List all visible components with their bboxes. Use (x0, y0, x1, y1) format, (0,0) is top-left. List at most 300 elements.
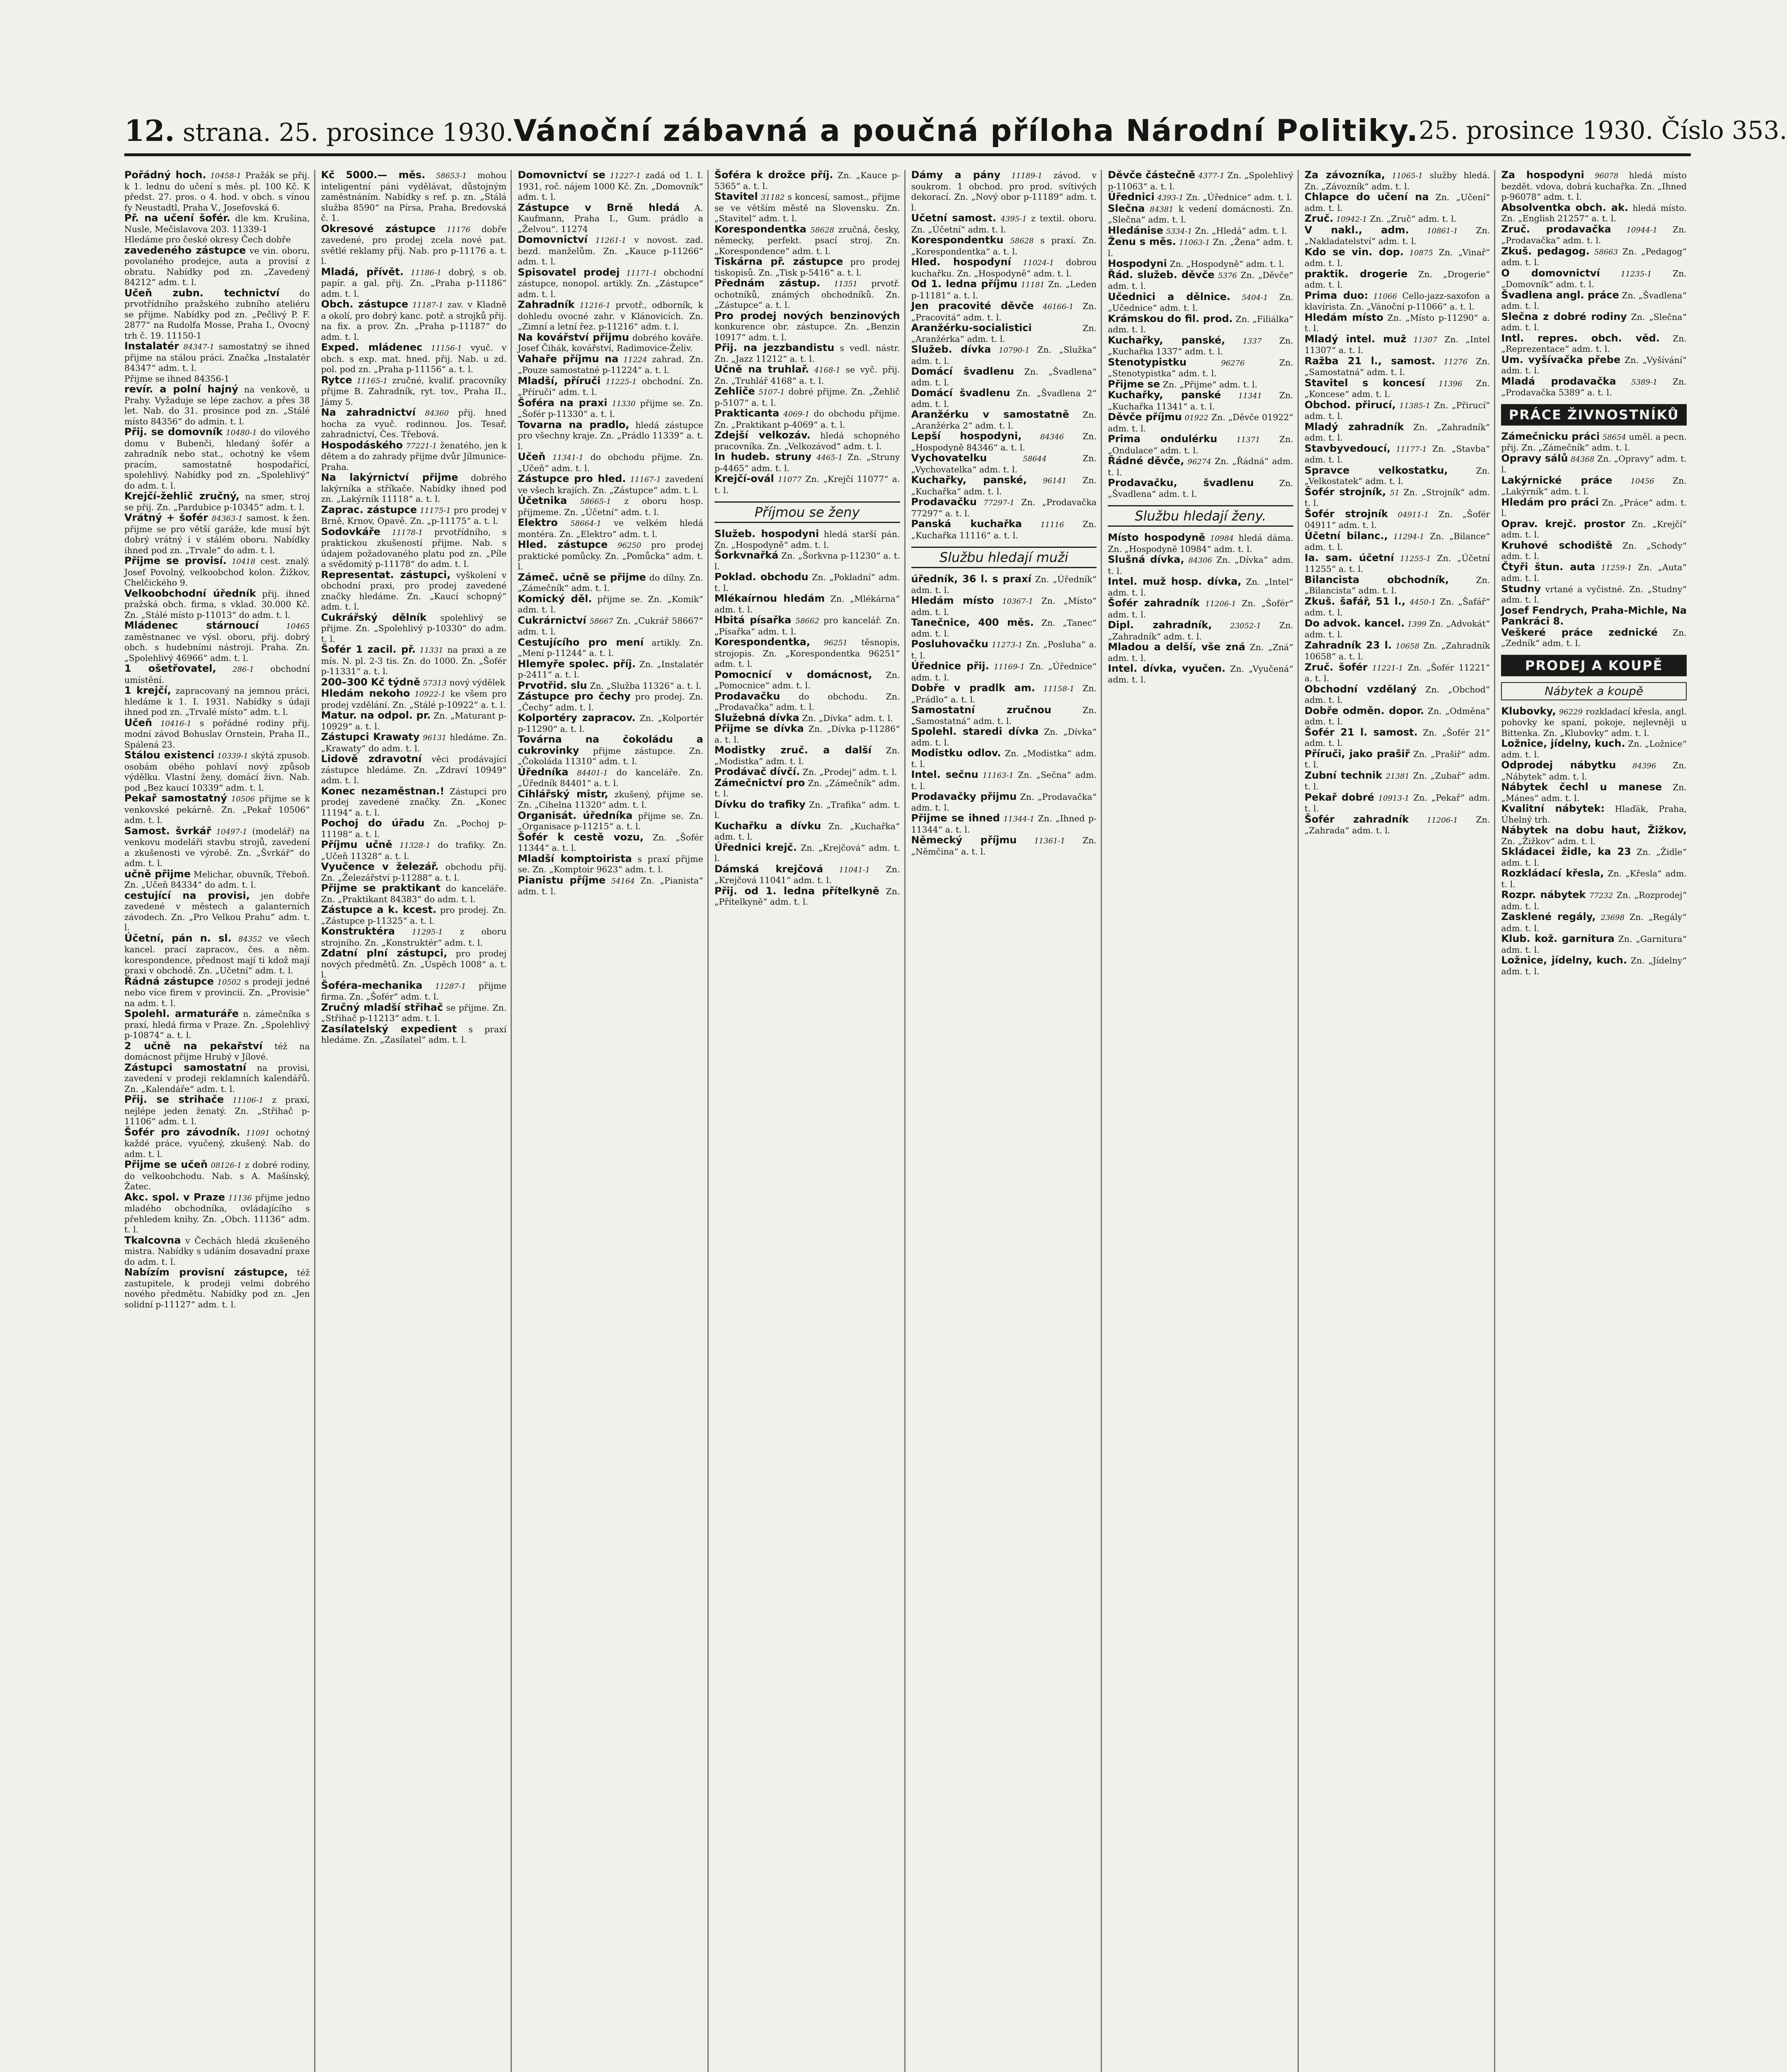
ad-headline: Přij. se strihače (124, 1094, 224, 1105)
ad-reference-number: 11156-1 (431, 344, 462, 353)
ad-reference-number: 4168-1 (814, 366, 840, 375)
classified-ad (518, 637, 703, 659)
ad-headline: Bilancista obchodník, (1304, 574, 1449, 586)
classified-ad (1305, 213, 1490, 225)
ad-body: rozkladací křesla, angl. pohovky ke spaní, pokoje, nejlevněji u Bittenka. Zn. „Klubovky“ adm. t. l. (1501, 706, 1687, 738)
classified-ad (1305, 706, 1490, 727)
ad-body: Zn. „Švadlena“ adm. t. l. (1501, 290, 1687, 311)
ad-headline: Jen pracovité děvče (911, 300, 1034, 312)
ad-headline: Příruči, jako prašiř (1304, 748, 1410, 760)
classified-ad (911, 366, 1097, 388)
ad-body: Zn. „Dívka“ adm. t. l. (1108, 555, 1293, 576)
ad-headline: O domovnictví (1501, 267, 1600, 279)
page-label: strana. (182, 118, 271, 147)
ad-reference-number: 10944-1 (1626, 225, 1658, 235)
ad-reference-number: 11344-1 (1003, 815, 1035, 823)
classified-ad (518, 832, 703, 854)
ad-body: do dílny. Zn. „Zámečník“ adm. t. l. (518, 572, 703, 593)
column-1 (124, 170, 315, 2072)
ad-reference-number: 1337 (1242, 336, 1262, 346)
ad-headline: Zručný mladší střihač (321, 1001, 443, 1013)
ad-body: dobrého kováře. Josef Čihák, kovářství, Radimovice-Želiv. (518, 332, 703, 353)
ad-body: Zn. „Struny p-4465“ adm. t. l. (714, 452, 900, 473)
classified-ad (124, 341, 310, 374)
ad-body: Zn. „Krejčí“ adm. t. l. (1501, 519, 1687, 540)
ad-headline: Přijme se dívka (714, 723, 804, 734)
ad-headline: Prima duo: (1304, 289, 1368, 301)
ad-reference-number: 10465 (286, 622, 310, 631)
ad-headline: Řádné děvče, (1108, 455, 1184, 467)
ad-headline: Cihlářský mistr, (518, 788, 608, 800)
ad-headline: Instalatér (124, 340, 179, 352)
classified-ad (1501, 431, 1687, 453)
ad-reference-number: 84363-1 (211, 514, 243, 523)
ad-body: Zn. „Intel 11307“ a. t. l. (1304, 334, 1490, 355)
ad-body: Zn. „Samostatná“ adm. t. l. (1304, 356, 1490, 377)
classified-ad (124, 1094, 310, 1127)
classified-ad (124, 750, 310, 793)
ad-body: Zn. „Kuchařka 11341“ a. t. l. (1108, 390, 1293, 411)
classified-ad (1305, 770, 1490, 792)
column-2 (321, 170, 512, 2072)
ad-body: zadá od 1. I. 1931, roč. nájem 1000 Kč. Zn. „Domovník“ adm. t. l. (518, 170, 703, 202)
classified-ad (911, 705, 1097, 726)
ad-body: Zn. „Dívka“ adm. t. l. (802, 713, 893, 723)
ad-headline: Hledánise (1108, 224, 1163, 236)
ad-headline: Posluhovačku (911, 638, 988, 650)
classified-ad (1501, 290, 1687, 312)
ad-headline: Prodavačku (714, 690, 780, 702)
ad-reference-number: 84346 (1040, 433, 1064, 441)
classified-ad (124, 620, 310, 663)
ad-headline: Modistku odlov. (911, 747, 1001, 759)
ad-body: Zn. „Prádlo“ a. t. l. (911, 683, 1097, 704)
ad-headline: Mlékaírnou hledám (714, 593, 825, 604)
ad-body: Zn. „Vyšívání“ adm. t. l. (1501, 355, 1687, 375)
ad-body: Zn. „Vinař“ adm. t. l. (1304, 247, 1490, 268)
classified-ad (1108, 620, 1293, 642)
ad-headline: Hlemyře spolec. příj. (518, 658, 636, 670)
ad-headline: Šofér k cestě vozu, (518, 831, 644, 843)
ad-reference-number: 96274 (1187, 457, 1211, 466)
ad-reference-number: 11024-1 (1023, 259, 1054, 267)
ad-headline: Stálou existenci (124, 749, 215, 761)
ad-headline: Zkuš. šafář, 51 l., (1304, 595, 1406, 607)
ad-headline: Zástupce v Brně hledá (518, 201, 680, 213)
ad-headline: Šofér strojník, (1304, 486, 1386, 498)
ad-headline: Hbitá písařka (714, 614, 792, 626)
ad-headline: Zasklené regály, (1501, 911, 1596, 922)
ad-reference-number: 11330 (612, 399, 636, 408)
classified-ad (1305, 814, 1490, 836)
ad-headline: Zástupce pro hled. (518, 473, 626, 484)
ad-body: samost. k žen. přijme se pro větší garáže, kde musí být dobrý vrátný i v stálém oboru. Nabídky ihned pod zn. „Trvale“ do adm. t. l. (124, 513, 310, 555)
classified-ad (321, 980, 507, 1002)
ad-headline: Přijme se učeň (124, 1159, 208, 1170)
ad-body: Zn. „Šofér 11221“ a. t. l. (1304, 662, 1490, 683)
classified-ad (1501, 203, 1687, 224)
classified-ad (321, 170, 507, 224)
ad-body: zručné, kvalif. pracovníky přijme B. Zahradník, ryt. tov., Praha II., Jámy 5. (321, 375, 507, 407)
ad-headline: Hledám nekoho (321, 687, 410, 699)
classified-ad (1108, 412, 1293, 434)
issue-number: Číslo 353. (1661, 116, 1787, 145)
classified-ad (1305, 531, 1490, 553)
ad-reference-number: 10790-1 (998, 346, 1030, 355)
date-right: 25. prosince 1930. (1419, 116, 1654, 145)
ad-headline: Velkoobchodní úředník (124, 587, 256, 599)
ad-reference-number: 10418 (231, 557, 256, 566)
ad-body: Zn. „Mlékárna“ adm. t. l. (714, 594, 900, 615)
classified-ad (1108, 379, 1293, 390)
classified-ad (1305, 596, 1490, 618)
ad-headline: Kuchařky, panské (1108, 389, 1221, 401)
ad-headline: Spravce velkostatku, (1304, 464, 1448, 476)
ad-reference-number: 84306 (1188, 556, 1212, 565)
classified-ad (518, 518, 703, 540)
ad-body: přijme firma. Zn. „Šofér“ adm. t. l. (321, 980, 507, 1002)
ad-headline: zavedeného zástupce (124, 244, 246, 256)
ad-headline: Zruč. šofér (1304, 661, 1368, 673)
ad-body: Zn. „Bilancista“ adm. t. l. (1304, 575, 1490, 595)
ad-headline: Šoféra na praxi (518, 397, 608, 409)
ad-headline: Nabízím provisní zástupce, (124, 1266, 288, 1278)
ad-headline: Intel. muž hosp. dívka, (1108, 576, 1242, 587)
ad-headline: Veškeré práce zednické (1501, 626, 1658, 638)
ad-body: zahrad. Zn. „Pouze samostatné p-11224“ a. t. l. (518, 354, 703, 375)
ad-body: prvotř. ochotníků, známých obchodníků. Zn. „Zástupce“ a. t. l. (714, 278, 900, 310)
ad-headline: Tanečnice, 400 měs. (911, 617, 1034, 628)
ad-reference-number: 84396 (1632, 762, 1656, 770)
ad-headline: Pekař samostatný (124, 792, 227, 804)
ad-body: spolehlivý se přijme. Zn. „Spolehlivý p-10330“ do adm. t. l. (321, 612, 507, 644)
ad-headline: Šofér 21 l. samost. (1304, 726, 1418, 738)
classified-ad (1108, 663, 1293, 685)
ad-body: Zn. „Samostatná“ adm. t. l. (911, 705, 1097, 726)
ad-headline: Skládacei židle, ka 23 (1501, 846, 1631, 857)
ad-headline: Přij. na jezzbandistu (714, 342, 835, 353)
ad-body: Zn. „Pomocnice“ adm. t. l. (714, 670, 900, 690)
ad-headline: Učeň (124, 716, 153, 729)
ad-headline: Dámy a pány (911, 169, 1000, 181)
ad-headline: Mladá prodavačka (1501, 375, 1616, 387)
ad-reference-number: 11224 (623, 355, 647, 364)
ad-body: Zn. „Prodavačka“ adm. t. l. (911, 792, 1097, 813)
ad-headline: Dámská krejčová (714, 863, 823, 875)
ad-headline: Rytce (321, 374, 352, 386)
classified-ad (911, 279, 1097, 301)
ad-body: Zn. „Trafika“ adm. t. l. (714, 799, 900, 820)
ad-body: Zn. „Kuchařka 1337“ adm. t. l. (1108, 335, 1293, 356)
classified-ad (1501, 224, 1687, 246)
classified-ad (714, 767, 900, 778)
classified-ad (1305, 684, 1490, 706)
classified-ad (1108, 478, 1293, 499)
ad-reference-number: 96229 (1559, 707, 1583, 716)
column-3 (518, 170, 709, 2072)
ad-body: hledá místo bezdět. vdova, dobrá kuchařka. Zn. „Ihned p-96078“ adm. t. l. (1501, 170, 1687, 202)
ad-body: přijme zástupce. Zn. „Čokoláda 11310“ adm. t. l. (518, 746, 703, 766)
ad-reference-number: 11189-1 (1011, 172, 1043, 180)
ad-headline: Ženu s měs. (1108, 236, 1176, 247)
ad-headline: Německý příjmu (911, 834, 1017, 846)
classified-ad (911, 344, 1097, 366)
classified-ad (321, 754, 507, 786)
ad-reference-number: 10339-1 (217, 752, 248, 760)
classified-ad (518, 235, 703, 267)
ad-reference-number: 10458-1 (210, 172, 242, 180)
column-6 (1108, 170, 1299, 2072)
ad-reference-number: 11276 (1443, 357, 1467, 366)
classified-ad (518, 267, 703, 300)
ad-headline: Okresové zástupce (321, 223, 436, 235)
ad-body: Hledáme pro české okresy Čech dobře (124, 235, 291, 244)
classified-ad (714, 311, 900, 343)
ad-headline: Řád. služeb. děvče (1108, 269, 1215, 281)
classified-ad (714, 724, 900, 745)
classified-ad (518, 713, 703, 734)
ad-body: přijme se k venkovské pekárně. Zn. „Pekař 10506“ adm. t. l. (124, 794, 310, 825)
ad-body: Zn. „Prodavačka“ adm. t. l. (1501, 224, 1687, 245)
ad-body: Zn. „Aranžérka“ adm. t. l. (911, 323, 1097, 344)
ad-body: v novost. zad. bezd. manželům. Zn. „Kauce p-11266“ adm. t. l. (518, 235, 703, 266)
ad-headline: Lakýrnické práce (1501, 474, 1613, 486)
classified-ad (518, 767, 703, 789)
classified-ad (321, 612, 507, 645)
classified-ad (321, 224, 507, 267)
ad-reference-number: 11116 (1040, 520, 1064, 529)
ad-headline: Hospodáského (321, 439, 403, 451)
classified-ad (911, 519, 1097, 541)
classified-ad (714, 713, 900, 724)
ad-headline: Korespondentka, (714, 636, 810, 648)
ad-reference-number: 11091 (246, 1128, 270, 1138)
ad-body: Zn. „Švadlena 2“ adm. t. l. (911, 388, 1097, 409)
ad-headline: Zámečnicku práci (1501, 430, 1600, 442)
ad-body: ve vin. oboru, povolaného prodejce, auta a provisí z obratu. Nabídky pod zn. „Zavedený 84212“ adm. t. l. (124, 245, 310, 287)
ad-body: Zn. „Krejčová“ adm. t. l. (714, 842, 900, 863)
ad-body: z textil. oboru. Zn. „Účetní“ adm. t. l. (911, 213, 1097, 235)
ad-body: Melichar, obuvník, Třeboň. Zn. „Učeň 84334“ do adm. t. l. (124, 869, 310, 890)
ad-headline: Slušná dívka, (1108, 554, 1184, 565)
ad-body: Zn. „Ihned p-11344“ a. t. l. (911, 813, 1097, 835)
ad-body: Zn. „Dívka“ adm. t. l. (911, 727, 1097, 748)
ad-reference-number: 11227-1 (610, 172, 641, 180)
ad-headline: Intel. dívka, vyučen. (1108, 663, 1226, 674)
ad-reference-number: 96131 (423, 733, 447, 742)
ad-reference-number: 11328-1 (399, 841, 431, 850)
classified-ad (124, 513, 310, 556)
ad-reference-number: 11287-1 (435, 982, 466, 991)
ad-reference-number: 11178-1 (392, 528, 423, 537)
ad-headline: Modistky zruč. a další (714, 744, 872, 756)
ad-body: Zn. „Leden p-11181“ a. t. l. (911, 279, 1097, 300)
ad-headline: Samostatní zručnou (911, 704, 1051, 716)
ad-body: Zn. „Sečna“ adm. t. l. (911, 770, 1097, 791)
ad-headline: Šofér pro závodník. (124, 1126, 240, 1138)
ad-body: pro kancelář. Zn. „Písařka“ adm. t. l. (714, 615, 900, 637)
ad-headline: Dobře odměn. dopor. (1304, 704, 1424, 716)
ad-reference-number: 04911-1 (1397, 510, 1429, 519)
classified-ad (1501, 333, 1687, 355)
ad-headline: Mladou a delší, vše zná (1108, 641, 1245, 653)
classified-ad (1305, 465, 1490, 487)
ad-body: Zn. „Kuchařka“ adm. t. l. (911, 475, 1097, 496)
ad-body: Zn. „Šofér 04911“ adm. t. l. (1304, 509, 1490, 530)
ad-reference-number: 57313 (423, 678, 447, 687)
ad-body: Zn. „Prodej“ adm. t. l. (802, 767, 897, 777)
ad-body: Zn. „Řádná“ adm. t. l. (1108, 456, 1293, 477)
ad-body: do trafiky. Zn. „Učeň 11328“ a. t. l. (321, 840, 507, 861)
classified-ad (714, 778, 900, 799)
ad-reference-number: 01922 (1184, 414, 1208, 422)
classified-ad (714, 386, 900, 408)
classified-ad (124, 891, 310, 933)
ad-body: obchodu přij. Zn. „Železářství p-11288“ a. t. l. (321, 862, 507, 883)
ad-reference-number: 84381 (1150, 205, 1174, 214)
classified-ad (1305, 443, 1490, 465)
ad-headline: Učetní samost. (911, 212, 997, 224)
ad-body: Zn. „Nábytek“ adm. t. l. (1501, 760, 1687, 782)
ad-body: Pražák se přij. k 1. lednu do učení s měs. pl. 100 Kč. K předst. 27. pros. o 4. hod. v obch. s vínou fy Neustadtl, Praha V., Josefovská 6. (124, 170, 310, 213)
ad-reference-number: 11165-1 (356, 376, 388, 385)
ad-body: Zn. „Kuchařka 11116“ a. t. l. (911, 519, 1097, 540)
ad-body: přij. ihned pražská obch. firma, s vklad. 30.000 Kč. Zn. „Stálé místo p-11013“ do adm. t. l. (124, 588, 310, 620)
ad-headline: Cukrárnictví (518, 614, 586, 626)
classified-ad (124, 588, 310, 621)
ad-body: hledá zástupce pro všechny kraje. Zn. „Prádlo 11339“ a. t. l. (518, 420, 703, 451)
ad-headline: Na kovářství přijmu (518, 331, 629, 343)
ad-body: Zn. „Advokát“ adm. t. l. (1304, 618, 1490, 639)
classified-ad (518, 474, 703, 496)
ad-reference-number: 5107-1 (758, 388, 785, 397)
ad-body: Zn. „Místo p-11290“ a. t. l. (1304, 312, 1490, 333)
ad-reference-number: 4450-1 (1409, 598, 1436, 607)
ad-body: Zn. „Přirucí“ adm. t. l. (1304, 400, 1490, 421)
ad-headline: Spolehl. staredi dívka (911, 726, 1039, 737)
section-banner: PRODEJ A KOUPĚ (1501, 655, 1687, 676)
classified-ad (714, 452, 900, 474)
ad-reference-number: 11066 (1373, 292, 1397, 301)
classified-ad (714, 745, 900, 767)
classified-ad (321, 644, 507, 677)
ad-headline: Josef Fendrych, Praha-Michle, Na Pankráci 8. (1501, 604, 1687, 627)
ad-body: Zn. „Práce“ adm. t. l. (1501, 497, 1687, 518)
ad-body: Zn. „Ložnice“ adm. t. l. (1501, 739, 1687, 760)
classified-ad (1305, 269, 1490, 290)
ad-headline: Zruč. prodavačka (1501, 223, 1611, 235)
ad-body: Zn. „Služba 11326“ a. t. l. (590, 680, 702, 691)
classified-ad (124, 1041, 310, 1063)
ad-body: s prodeji jedné nebo více firem v provincii. Zn. „Provisie“ na adm. t. l. (124, 976, 310, 1008)
ad-body: k vedení domácnosti. Zn. „Slečna“ adm. t. l. (1108, 203, 1293, 225)
ad-reference-number: 10861-1 (1427, 226, 1458, 235)
ad-reference-number: 54164 (611, 876, 635, 886)
ad-headline: 200–300 Kč týdně (321, 676, 421, 688)
classified-ad (321, 883, 507, 905)
ad-body: Zn. „Jídelny“ adm. t. l. (1501, 956, 1687, 976)
ad-body: Zn. „Intel“ adm. t. l. (1108, 577, 1293, 598)
ad-reference-number: 58667 (589, 617, 613, 626)
ad-body: Zn. „Pianista“ adm. t. l. (518, 875, 703, 896)
classified-ad (1305, 192, 1490, 213)
classified-ad (1108, 170, 1293, 192)
classified-ad (911, 574, 1097, 595)
ad-headline: Přijme se (1108, 378, 1160, 390)
ad-headline: Prodávač dívčí. (714, 766, 800, 777)
ad-headline: Oprav. krejč. prostor (1501, 518, 1625, 530)
classified-ad (321, 299, 507, 342)
ad-reference-number: 11206-1 (1205, 600, 1236, 608)
ad-body: Zn. „Hospodyně“ adm. t. l. (1170, 259, 1284, 269)
classified-ad (1108, 225, 1293, 237)
ad-headline: Komický děl. (518, 593, 592, 605)
ad-body: zručná, česky, německy, perfekt. psací stroj. Zn. „Korespondence“ adm. t. l. (714, 224, 900, 256)
ad-body: zaměstnanec ve výsl. oboru, přij. dobrý obch. s hudebními nástroji. Praha. Zn. „Spolehlivý 46966“ adm. t. l. (124, 632, 310, 663)
ad-headline: Zástupci Krawaty (321, 731, 420, 743)
ad-headline: Ražba 21 l., samost. (1304, 355, 1436, 367)
ad-headline: Tiskárna př. zástupce (714, 256, 843, 267)
ad-body: ke všem pro prodej vzdělání. Zn. „Stálé p-10922“ a. t. l. (321, 689, 507, 710)
ad-body: s koncesí, samost., přijme se ve větším městě na Slovensku. Zn. „Stavitel“ adm. t. l. (714, 192, 900, 223)
ad-headline: Do advok. kancel. (1304, 617, 1405, 629)
ad-headline: Zkuš. pedagog. (1501, 245, 1590, 257)
classified-ad (1501, 453, 1687, 475)
ad-headline: Poklad. obchodu (714, 571, 809, 583)
classified-ad (714, 842, 900, 864)
ad-headline: Pořádný hoch. (124, 169, 206, 181)
classified-ad (714, 257, 900, 278)
ad-reference-number: 10416-1 (160, 719, 191, 728)
classified-ad (911, 792, 1097, 813)
classified-ad (714, 886, 900, 908)
ad-reference-number: 11295-1 (412, 928, 443, 937)
classified-ad (1108, 533, 1293, 554)
ad-headline: Za hospodyni (1501, 169, 1584, 181)
classified-ad (1108, 642, 1293, 663)
classified-ad (1108, 390, 1293, 412)
ad-headline: Studny (1501, 583, 1541, 595)
ad-body: Zn. „Reprezentace“ adm. t. l. (1501, 333, 1687, 354)
ad-reference-number: 46166-1 (1042, 303, 1074, 311)
ad-body: dobrou kuchařku. Zn. „Hospodyně“ adm. t. l. (911, 257, 1097, 278)
masthead-left (124, 114, 513, 148)
ad-headline: Korespondentku (911, 234, 1004, 246)
classified-ad (1108, 192, 1293, 203)
ad-body: Zn. „Bilance“ adm. t. l. (1304, 531, 1490, 552)
ad-headline: Přij. se domovník (124, 426, 223, 438)
ad-body: též na domácnost přijme Hrubý v Jílové. (124, 1041, 310, 1062)
ad-body: do kanceláře. Zn. „Praktikant 84383“ do adm. t. l. (321, 884, 507, 904)
classified-ad (714, 593, 900, 615)
ad-body: Zn. „Křesla“ adm. t. l. (1501, 869, 1687, 889)
ad-headline: Tkalcovna (124, 1234, 181, 1246)
ad-body: těsnopis, strojopis. Zn. „Korespondentka 96251“ adm. t. l. (714, 637, 900, 669)
ad-body: obchodní zástupce, nonopol. artikly. Zn. „Zástupce“ adm. t. l. (518, 267, 703, 299)
ad-headline: Hled. hospodyní (911, 256, 1011, 268)
ad-body: Přijme se ihned 84356-1 (124, 373, 230, 384)
ad-body: Zn. „Strojník“ adm. t. l. (1304, 487, 1490, 508)
classified-ad (911, 639, 1097, 661)
ad-body: Zn. „Garnitura“ adm. t. l. (1501, 934, 1687, 955)
ad-body: Zn. „Pokladní“ adm. t. l. (714, 572, 900, 593)
ad-headline: úředník, 36 l. s praxí (911, 573, 1032, 585)
ad-body: Zn. „Velkostatek“ adm. t. l. (1304, 465, 1490, 486)
ad-headline: Spisovatel prodej (518, 266, 620, 278)
ad-body: Zn. „Kolportér p-11290“ a. t. l. (518, 713, 703, 734)
ad-reference-number: 96251 (824, 639, 848, 647)
ad-headline: Mladý zahradník (1304, 421, 1404, 433)
